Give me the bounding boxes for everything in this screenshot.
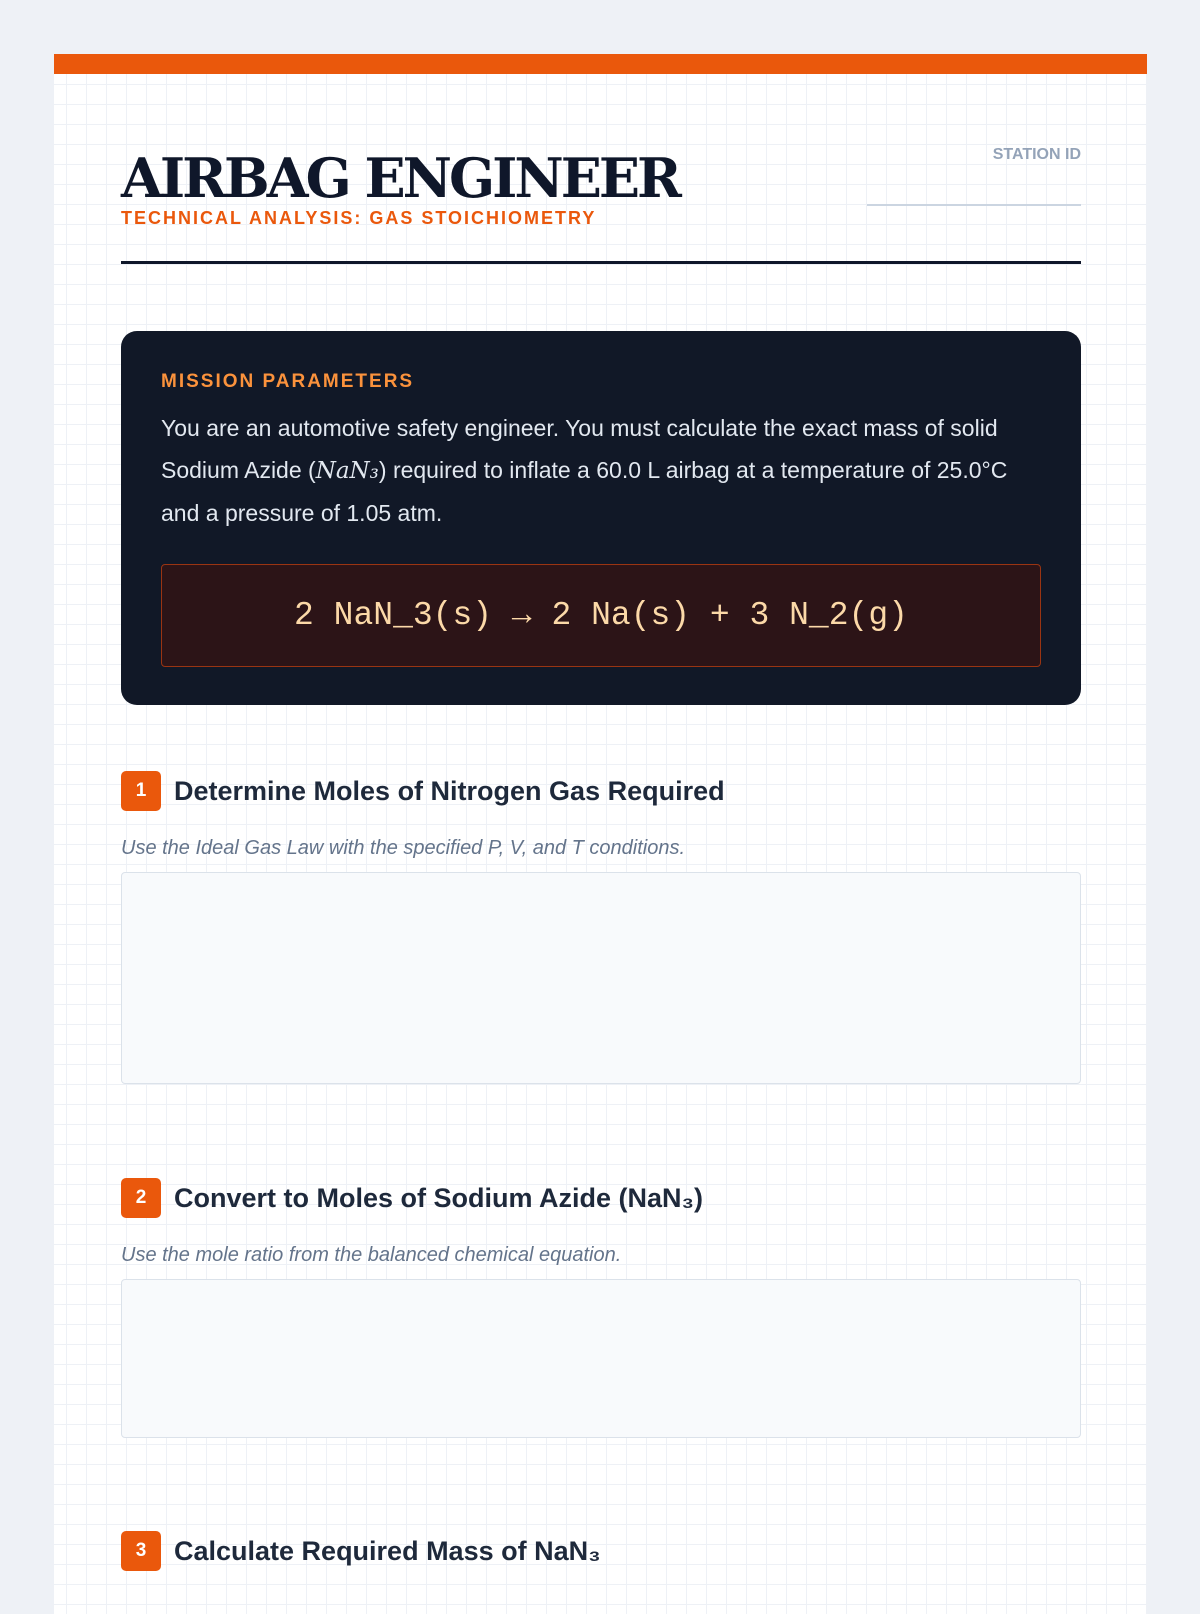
step-number-badge: 3 (121, 1531, 161, 1571)
header-divider (121, 261, 1081, 264)
chemical-equation: 2 NaN_3(s) → 2 Na(s) + 3 N_2(g) (161, 564, 1041, 667)
step-number-badge: 1 (121, 771, 161, 811)
step-3 (121, 1531, 1081, 1571)
step-hint: Use the Ideal Gas Law with the specified P, V, and T conditions. (121, 837, 686, 859)
step-title: Determine Moles of Nitrogen Gas Required (174, 775, 725, 806)
mission-formula: NaN₃ (315, 458, 379, 484)
mission-panel (121, 331, 1081, 705)
page-title: AIRBAG ENGINEER (121, 146, 679, 210)
station-id-group (867, 146, 1081, 216)
step-2 (121, 1178, 1081, 1443)
step-2-answer-area[interactable] (121, 1279, 1081, 1438)
mission-text (161, 407, 1041, 534)
step-1-answer-area[interactable] (121, 872, 1081, 1084)
accent-bar (54, 54, 1147, 74)
header (121, 146, 1081, 256)
mission-text-before: You are an automotive safety engineer. You must calculate the exact mass of solid Sodium Azide ( (161, 415, 998, 483)
worksheet (54, 54, 1147, 1614)
station-id-label: STATION ID (992, 146, 1081, 163)
step-header (121, 1178, 1081, 1218)
step-hint: Use the mole ratio from the balanced chemical equation. (121, 1244, 622, 1266)
step-title: Convert to Moles of Sodium Azide (NaN₃) (174, 1182, 703, 1213)
step-header (121, 771, 1081, 811)
mission-label: MISSION PARAMETERS (161, 371, 415, 392)
mission-text-after: ) required to inflate a 60.0 L airbag at a temperature of 25.0°C and a pressure of 1.05 atm. (161, 457, 1008, 526)
step-header (121, 1531, 1081, 1571)
step-title: Calculate Required Mass of NaN₃ (174, 1535, 601, 1566)
station-id-input[interactable] (867, 176, 1081, 206)
step-1 (121, 771, 1081, 1089)
step-number-badge: 2 (121, 1178, 161, 1218)
page-subtitle: TECHNICAL ANALYSIS: GAS STOICHIOMETRY (121, 208, 597, 228)
